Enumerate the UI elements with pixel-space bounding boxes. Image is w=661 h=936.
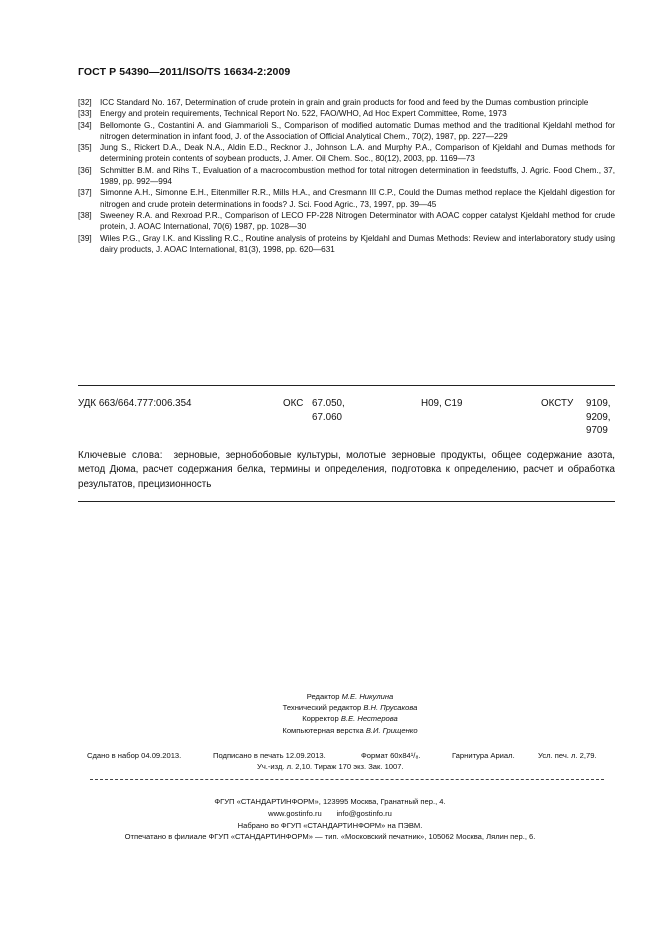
keywords-block [78, 449, 615, 492]
reference-number: [32] [78, 98, 92, 107]
reference-list [78, 97, 615, 255]
reference-text: Simonne A.H., Simonne E.H., Eitenmiller R.R., Mills H.A., and Cresmann III C.P., Could the Dumas method replace the Kjeldahl digestion for nitrogen and crude protein determinations in foods? J. Sci. Food Agric., 73, 1997, pp. 39—45 [100, 188, 615, 209]
reference-item [78, 210, 615, 233]
editor-name: М.Е. Никулина [341, 692, 394, 701]
reference-number: [33] [78, 109, 92, 119]
reference-text: Jung S., Rickert D.A., Deak N.A., Aldin E.D., Recknor J., Johnson L.A. and Murphy P.A., Comparison of Kjeldahl and Dumas methods for determining protein contents of soybean products, J. Amer. Oil Chem. Soc., 80(12), 2003, pp. 1169—73 [100, 143, 615, 164]
reference-text: Wiles P.G., Gray I.K. and Kissling R.C., Routine analysis of proteins by Kjeldahl and Dumas Methods: Review and interlaboratory study using dairy products, J. AOAC International, 81(3), 1998, pp. 620—631 [100, 233, 615, 254]
udk-code: УДК 663/664.777:006.354 [78, 398, 192, 409]
print-sheets: Усл. печ. л. 2,79. [538, 751, 597, 760]
keywords-label: Ключевые слова: [78, 450, 163, 461]
okstu-codes [586, 397, 611, 438]
reference-number: [38] [78, 210, 92, 220]
print-details: Уч.-изд. л. 2,10. Тираж 170 экз. Зак. 1007. [257, 762, 404, 771]
divider-bottom [78, 501, 615, 502]
editor-role: Корректор [302, 714, 339, 724]
print-submitted: Сдано в набор 04.09.2013. [87, 751, 182, 760]
publisher-typeset: Набрано во ФГУП «СТАНДАРТИНФОРМ» на ПЭВМ. [237, 821, 423, 830]
editor-name: В.Н. Прусакова [363, 703, 418, 713]
oks-codes [312, 397, 345, 424]
print-signed: Подписано в печать 12.09.2013. [213, 751, 326, 760]
reference-number: [35] [78, 143, 92, 153]
oks-code: 67.050, [312, 398, 345, 409]
reference-text: ICC Standard No. 167, Determination of crude protein in grain and grain products for food and feed by the Dumas combustion principle [100, 98, 589, 107]
oks-label: ОКС [283, 398, 304, 409]
editor-line [200, 725, 500, 736]
okstu-code: 9709 [586, 425, 608, 437]
reference-number: [36] [78, 165, 92, 175]
reference-number: [37] [78, 188, 92, 198]
reference-text: Bellomonte G., Costantini A. and Giammarioli S., Comparison of modified automatic Dumas method and the traditional Kjeldahl method for nitrogen determination in infant food, J. of the Association of Official Analytical Chem., 70(2), 1987, pp. 227—229 [100, 120, 615, 141]
reference-item [78, 233, 615, 256]
print-typeface: Гарнитура Ариал. [452, 751, 515, 760]
reference-item [78, 187, 615, 210]
reference-item [78, 108, 615, 119]
reference-text: Energy and protein requirements, Technical Report No. 522, FAO/WHO, Ad Hoc Expert Committee, Rome, 1973 [100, 109, 507, 119]
reference-item [78, 142, 615, 165]
okstu-code: 9209, [586, 411, 611, 423]
publisher-website[interactable]: www.gostinfo.ru [268, 809, 322, 818]
editor-line [200, 702, 500, 713]
editor-line [200, 691, 500, 702]
reference-number: [39] [78, 233, 92, 243]
reference-item [78, 165, 615, 188]
dashed-divider [90, 779, 604, 780]
divider-top [78, 385, 615, 386]
publisher-printed: Отпечатано в филиале ФГУП «СТАНДАРТИНФОРМ» — тип. «Московский печатник», 105062 Москва, Лялин пер., 6. [124, 832, 536, 841]
editors-block [200, 691, 500, 736]
print-format: Формат 60х84¹/₈. [361, 751, 421, 760]
publisher-email[interactable]: info@gostinfo.ru [336, 809, 392, 818]
okstu-label: ОКСТУ [541, 398, 574, 409]
reference-number: [34] [78, 120, 92, 130]
editor-role: Редактор [306, 692, 340, 701]
reference-text: Schmitter B.M. and Rihs T., Evaluation of a macrocombustion method for total nitrogen determination in feedstuffs, J. Agric. Food Chem., 37, 1989, pp. 992—994 [100, 165, 615, 187]
reference-text: Sweeney R.A. and Rexroad P.R., Comparison of LECO FP-228 Nitrogen Determinator with AOAC copper catalyst Kjeldahl method for crude protein, J. AOAC International, 70(6) 1987, pp. 1028—30 [100, 210, 615, 232]
publisher-address: ФГУП «СТАНДАРТИНФОРМ», 123995 Москва, Гранатный пер., 4. [214, 797, 446, 806]
reference-item [78, 120, 615, 143]
classifier-code: Н09, С19 [421, 398, 463, 409]
editor-role: Компьютерная верстка [282, 725, 364, 735]
document-header: ГОСТ Р 54390—2011/ISO/TS 16634-2:2009 [78, 66, 291, 78]
editor-line [200, 713, 500, 724]
oks-code: 67.060 [312, 411, 342, 423]
editor-name: В.Е. Нестерова [340, 714, 398, 724]
editor-name: В.И. Грищенко [365, 725, 418, 735]
editor-role: Технический редактор [282, 703, 362, 713]
reference-item [78, 97, 615, 108]
okstu-code: 9109, [586, 398, 611, 409]
keywords-text: зерновые, зернобобовые культуры, молотые зерновые продукты, общее содержание азота, метод Дюма, расчет содержания белка, термины и определения, подготовка к определению, расчет и обработка результатов, прецизионность [78, 450, 616, 490]
publisher-contacts [60, 808, 600, 820]
